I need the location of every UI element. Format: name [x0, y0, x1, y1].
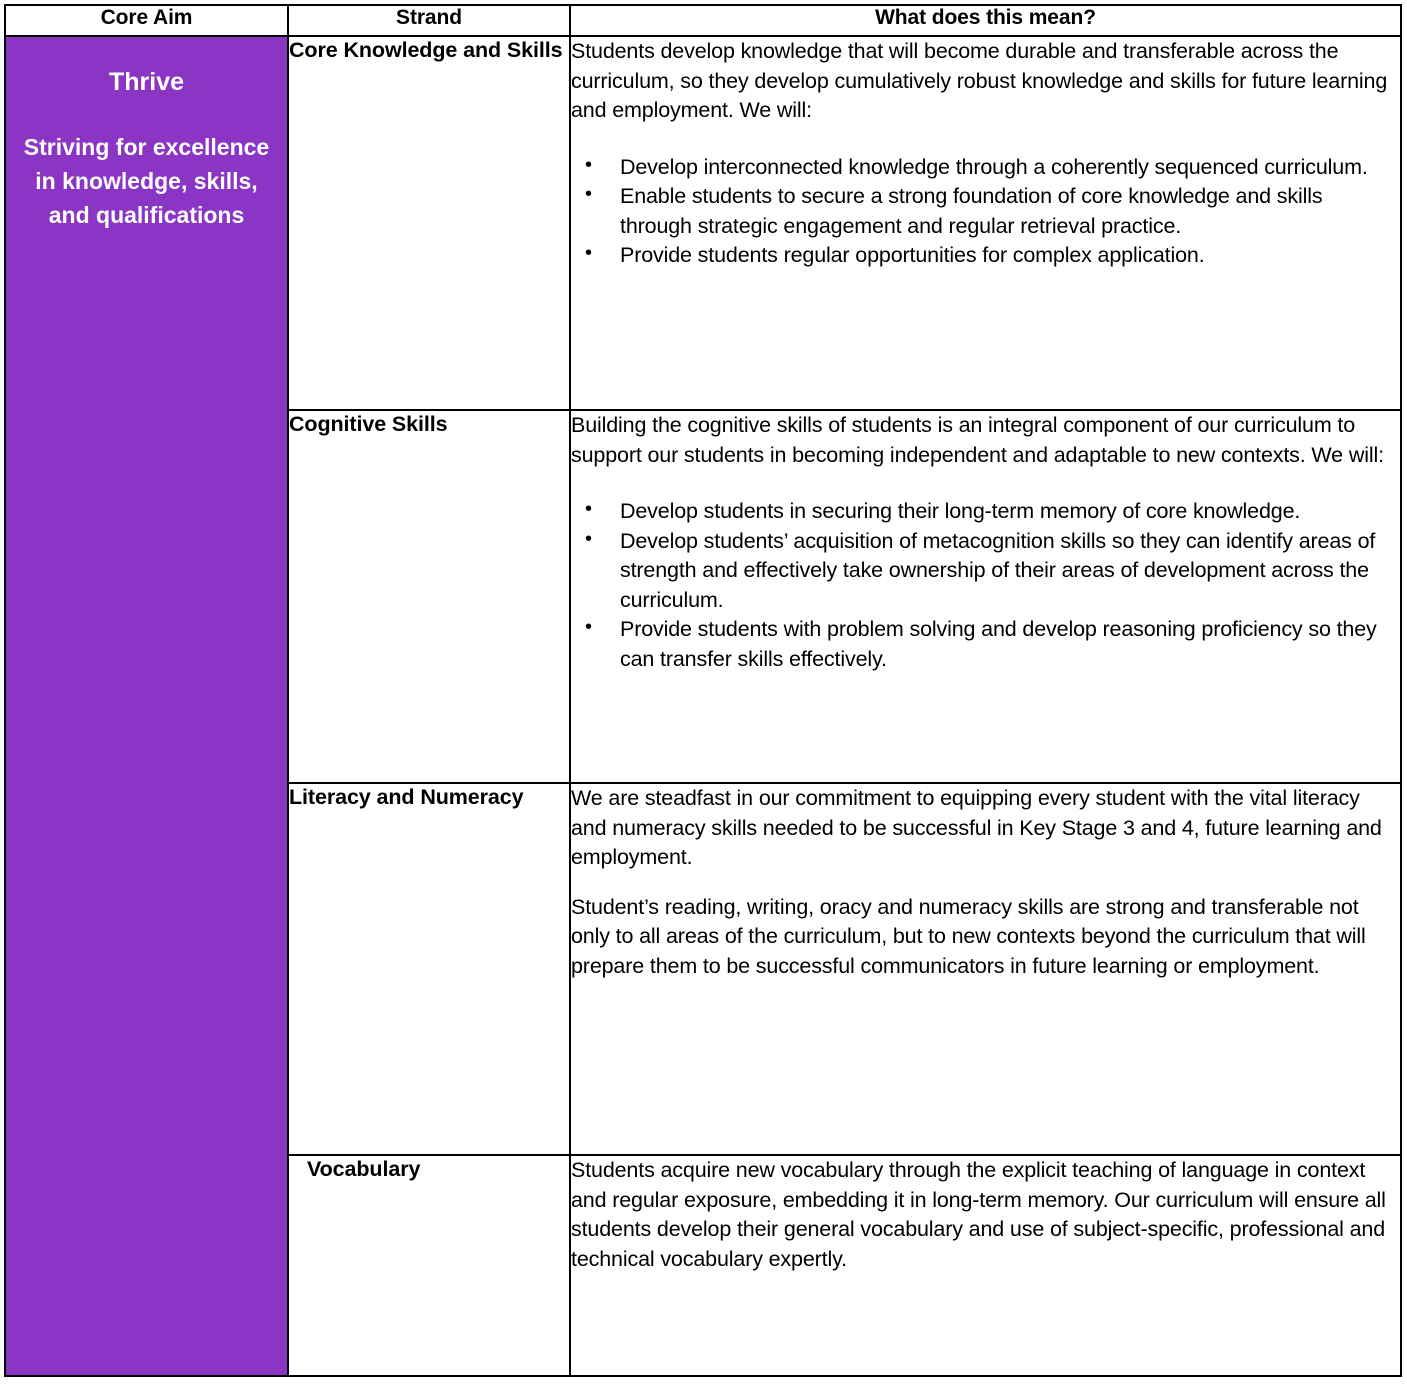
column-header-meaning: What does this mean? [570, 5, 1401, 36]
core-aims-table [4, 4, 1402, 1377]
meaning-cell-vocabulary [570, 1155, 1401, 1376]
meaning-cell-cognitive-skills [570, 410, 1401, 783]
list-item: • Provide students regular opportunities for complex application. [571, 241, 1400, 271]
meaning-cell-literacy-numeracy [570, 783, 1401, 1155]
strand-cell-core-knowledge: Core Knowledge and Skills [288, 36, 570, 410]
strand-cell-literacy-numeracy: Literacy and Numeracy [288, 783, 570, 1155]
column-header-core-aim: Core Aim [5, 5, 288, 36]
core-aim-cell [5, 36, 288, 1376]
meaning-paragraph: Student’s reading, writing, oracy and numeracy skills are strong and transferable not only to all areas of the curriculum, but to new contexts beyond the curriculum that will prepare them to be successful communicators in future learning or employment. [571, 894, 1366, 978]
list-item: • Develop students’ acquisition of metacognition skills so they can identify areas of strength and effectively take ownership of their areas of development across the curriculum. [571, 527, 1400, 616]
core-aim-inner [6, 37, 287, 232]
meaning-bullet-list [571, 153, 1400, 271]
list-item: • Enable students to secure a strong foundation of core knowledge and skills through strategic engagement and regular retrieval practice. [571, 182, 1400, 241]
list-item: • Develop students in securing their long-term memory of core knowledge. [571, 497, 1400, 527]
list-item: • Provide students with problem solving and develop reasoning proficiency so they can transfer skills effectively. [571, 615, 1400, 674]
meaning-cell-core-knowledge [570, 36, 1401, 410]
meaning-paragraph: Students acquire new vocabulary through the explicit teaching of language in context and regular exposure, embedding it in long-term memory. Our curriculum will ensure all students develop their general vocabulary and use of subject-specific, professional and technical vocabulary expertly. [571, 1158, 1386, 1271]
meaning-bullet-list [571, 497, 1400, 674]
table-body [5, 36, 1401, 1376]
meaning-paragraph: We are steadfast in our commitment to equipping every student with the vital literacy and numeracy skills needed to be successful in Key Stage 3 and 4, future learning and employment. [571, 786, 1382, 870]
meaning-paragraph: Building the cognitive skills of students is an integral component of our curriculum to support our students in becoming independent and adaptable to new contexts. We will: [571, 413, 1384, 467]
table-header [5, 5, 1401, 36]
strand-cell-cognitive-skills: Cognitive Skills [288, 410, 570, 783]
meaning-paragraph: Students develop knowledge that will become durable and transferable across the curriculum, so they develop cumulatively robust knowledge and skills for future learning and employment. We will: [571, 39, 1388, 123]
core-aim-title: Thrive [108, 68, 185, 96]
core-aim-subtitle: Striving for excellence in knowledge, skills, and qualifications [23, 134, 270, 228]
table-header-row [5, 5, 1401, 36]
list-item: • Develop interconnected knowledge through a coherently sequenced curriculum. [571, 153, 1400, 183]
strand-cell-vocabulary: Vocabulary [288, 1155, 570, 1376]
table-row [5, 36, 1401, 410]
column-header-strand: Strand [288, 5, 570, 36]
